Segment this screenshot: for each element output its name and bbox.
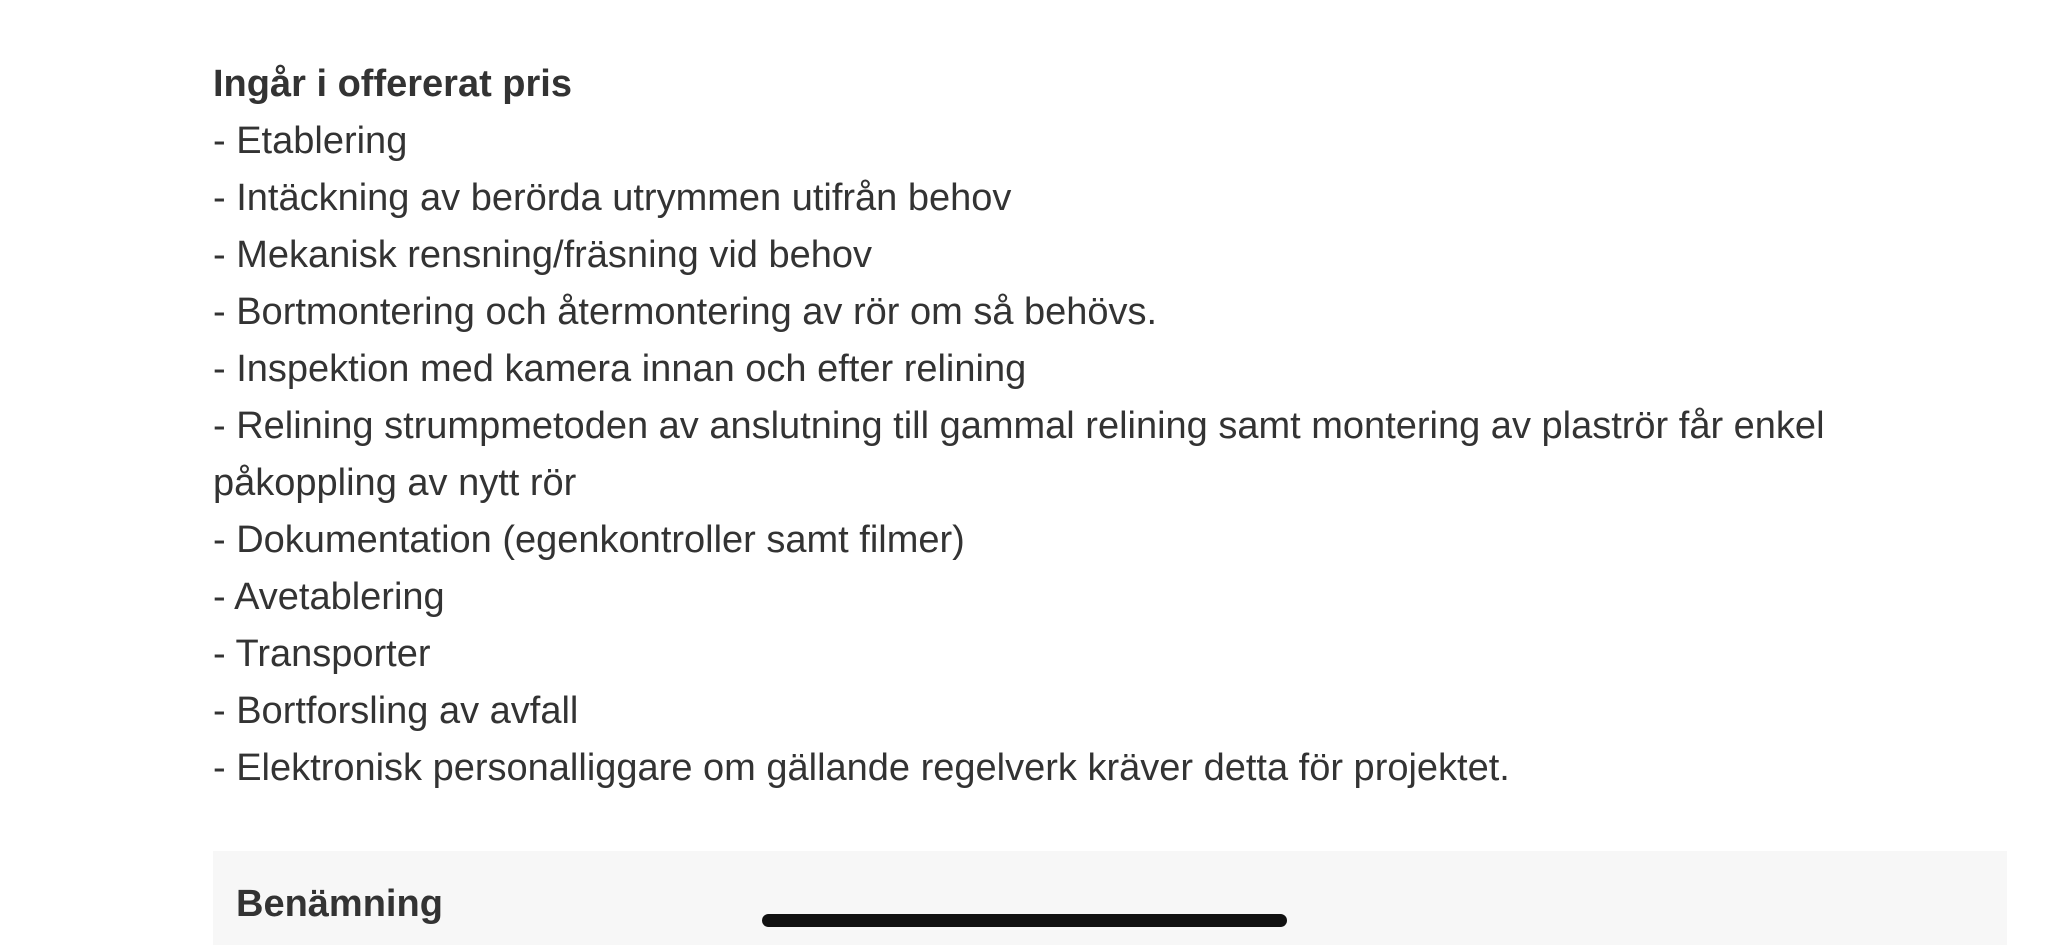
- included-items-list: [213, 113, 2013, 797]
- list-item: - Mekanisk rensning/fräsning vid behov: [213, 234, 873, 276]
- list-item: - Bortforsling av avfall: [213, 690, 579, 732]
- list-item: - Intäckning av berörda utrymmen utifrån behov: [213, 177, 1012, 219]
- section-title: Ingår i offererat pris: [213, 63, 572, 105]
- list-item: - Inspektion med kamera innan och efter relining: [213, 348, 1027, 390]
- list-item: - Transporter: [213, 633, 431, 675]
- list-item: - Elektronisk personalliggare om gällande regelverk kräver detta för projektet.: [213, 747, 1510, 789]
- table-header: [213, 851, 2007, 945]
- list-item: - Bortmontering och återmontering av rör om så behövs.: [213, 291, 1158, 333]
- list-item: - Avetablering: [213, 576, 445, 618]
- list-item: - Etablering: [213, 120, 408, 162]
- list-item: - Dokumentation (egenkontroller samt filmer): [213, 519, 965, 561]
- included-in-price-section: [213, 56, 2013, 797]
- column-header-benamning: Benämning: [236, 883, 443, 925]
- home-indicator[interactable]: [762, 914, 1287, 927]
- list-item: - Relining strumpmetoden av anslutning till gammal relining samt montering av plaströr får enkel påkoppling av nytt rör: [213, 405, 1825, 504]
